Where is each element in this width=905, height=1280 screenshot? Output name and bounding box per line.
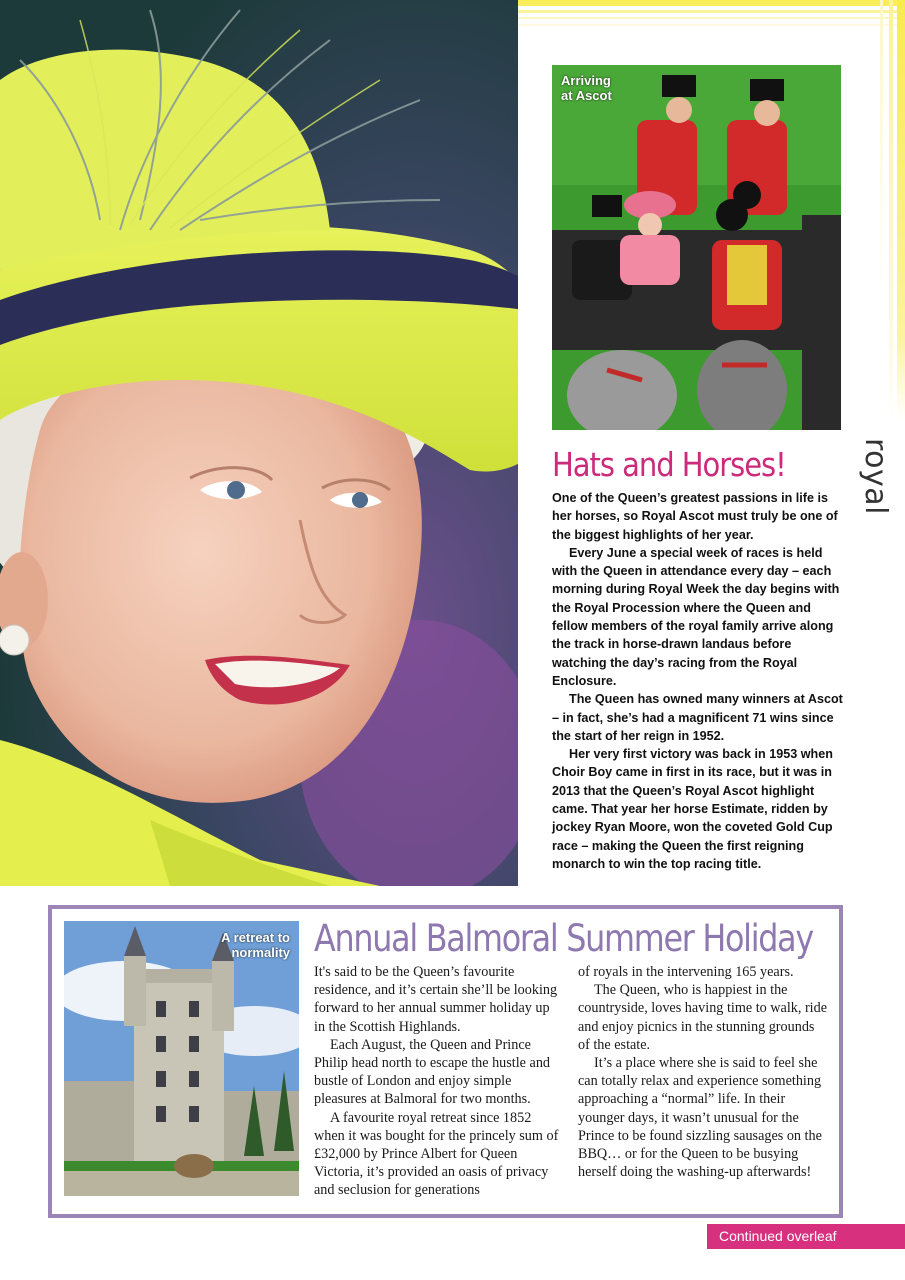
balmoral-castle-image <box>64 921 299 1196</box>
article-body <box>552 489 844 873</box>
side-stripes <box>865 0 905 420</box>
top-stripes <box>518 0 905 60</box>
queen-portrait <box>0 0 518 886</box>
paragraph: of royals in the intervening 165 years. <box>578 964 794 980</box>
article-title: Hats and Horses! <box>552 445 786 484</box>
balmoral-column-2 <box>578 963 828 1181</box>
caption-line: at Ascot <box>561 88 612 103</box>
paragraph: A favourite royal retreat since 1852 when it was bought for the princely sum of £32,000 by Prince Albert for Queen Victoria, it’s provided an oasis of privacy and seclusion for generations <box>314 1109 559 1199</box>
section-label: royal <box>858 438 893 516</box>
caption-line: normality <box>231 945 290 960</box>
balmoral-photo-caption <box>221 930 290 960</box>
caption-line: Arriving <box>561 73 611 88</box>
continued-overleaf-label: Continued overleaf <box>707 1224 905 1249</box>
paragraph: It’s a place where she is said to feel she can totally relax and experience something approaching a “normal” life. In their younger days, it wasn’t unusual for the Prince to be found sizzling sausages on the BBQ… or for the Queen to be busying herself doing the washing-up afterwards! <box>578 1055 822 1181</box>
ascot-photo-caption <box>561 73 612 103</box>
queen-portrait-image <box>0 0 518 886</box>
paragraph: It's said to be the Queen’s favourite residence, and it’s certain she’ll be looking forward to her annual summer holiday up in the Scottish Highlands. <box>314 964 558 1035</box>
ascot-carriage-image <box>552 65 841 430</box>
paragraph: The Queen, who is happiest in the countryside, loves having time to walk, ride and enjoy picnics in the stunning grounds of the estate. <box>578 982 828 1053</box>
paragraph: Each August, the Queen and Prince Philip head north to escape the hustle and bustle of London and enjoy simple pleasures at Balmoral for two months. <box>314 1036 551 1108</box>
ascot-photo <box>552 65 841 430</box>
paragraph: Her very first victory was back in 1953 when Choir Boy came in first in its race, but it was in 2013 that the Queen’s Royal Ascot highlight came. That year her horse Estimate, ridden by jockey Ryan Moore, won the coveted Gold Cup race – making the Queen the first reigning monarch to win the top racing title. <box>552 747 833 871</box>
paragraph: Every June a special week of races is held with the Queen in attendance every day – each morning during Royal Week the day begins with the Royal Procession where the Queen and fellow members of the royal family arrive along the track in horse-drawn landaus before watching the day’s racing from the Royal Enclosure. <box>552 545 840 688</box>
paragraph: One of the Queen’s greatest passions in life is her horses, so Royal Ascot must truly be one of the biggest highlights of her year. <box>552 491 838 542</box>
paragraph: The Queen has owned many winners at Ascot – in fact, she’s had a magnificent 71 wins since the start of her reign in 1952. <box>552 692 843 743</box>
balmoral-column-1 <box>314 963 564 1200</box>
balmoral-title: Annual Balmoral Summer Holiday <box>314 917 813 960</box>
balmoral-photo <box>64 921 299 1196</box>
caption-line: A retreat to <box>221 930 290 945</box>
